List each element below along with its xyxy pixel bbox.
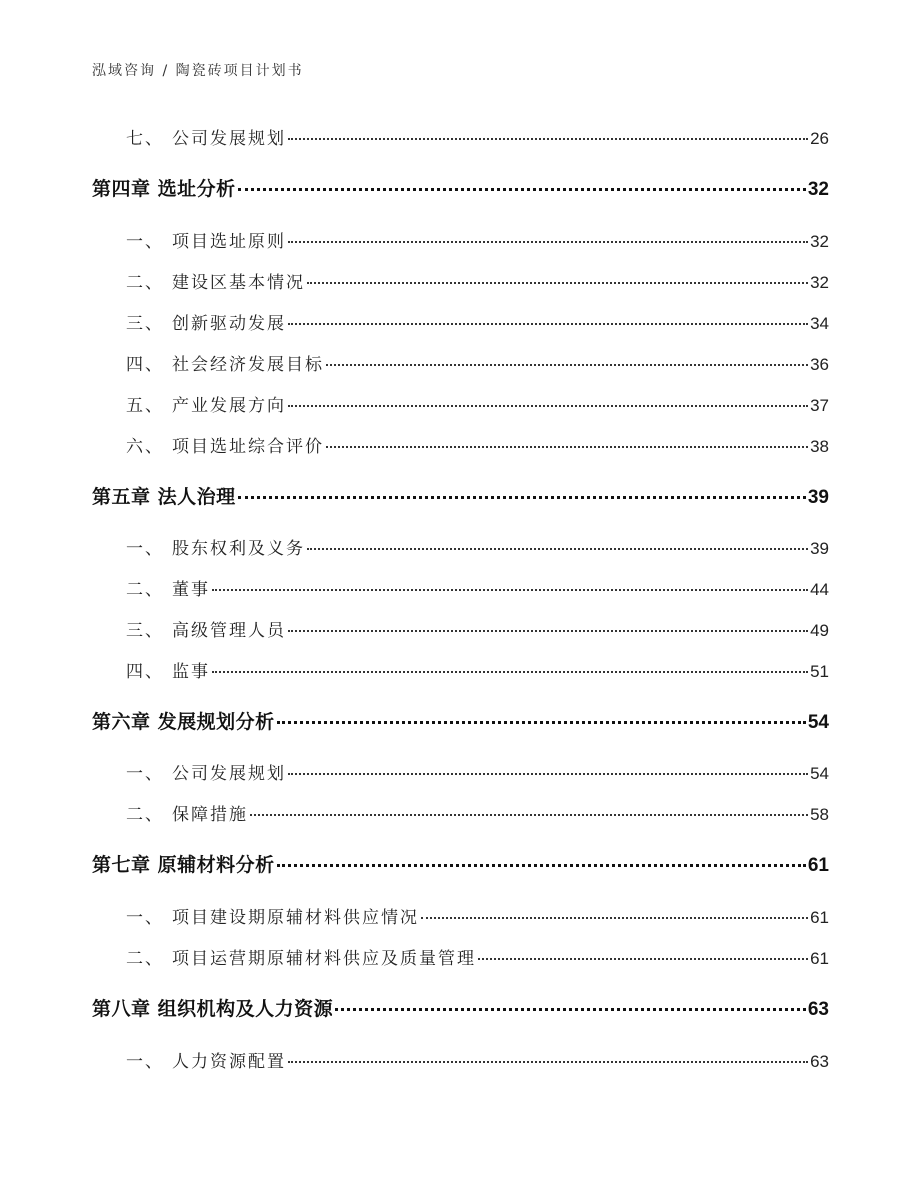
toc-dot-leader <box>277 721 806 724</box>
toc-dot-leader <box>288 630 808 632</box>
toc-dot-leader <box>307 548 808 550</box>
toc-entry-title: 产业发展方向 <box>172 396 286 416</box>
toc-entry-title: 第五章 法人治理 <box>92 486 236 508</box>
toc-dot-leader <box>326 364 808 366</box>
toc-entry-title: 公司发展规划 <box>172 129 286 149</box>
toc-section-number: 二、 <box>126 273 164 293</box>
toc-chapter-entry[interactable] <box>92 174 829 201</box>
toc-entry-title: 股东权利及义务 <box>172 539 305 559</box>
toc-section-number: 三、 <box>126 314 164 334</box>
toc-section-number: 一、 <box>126 539 164 559</box>
toc-dot-leader <box>250 814 808 816</box>
toc-section-entry[interactable] <box>126 350 829 375</box>
toc-entry-title: 监事 <box>172 662 210 682</box>
toc-entry-title: 项目建设期原辅材料供应情况 <box>172 908 419 928</box>
toc-page-number: 58 <box>810 805 829 824</box>
toc-entry-title: 项目运营期原辅材料供应及质量管理 <box>172 949 476 969</box>
toc-page-number: 26 <box>810 129 829 148</box>
toc-page-number: 36 <box>810 355 829 374</box>
toc-entry-title: 人力资源配置 <box>172 1052 286 1072</box>
toc-section-entry[interactable] <box>126 903 829 928</box>
toc-section-entry[interactable] <box>126 432 829 457</box>
running-header: 泓域咨询 / 陶瓷砖项目计划书 <box>92 63 304 79</box>
toc-page-number: 37 <box>810 396 829 415</box>
toc-page-number: 63 <box>807 999 829 1020</box>
toc-section-entry[interactable] <box>126 657 829 682</box>
toc-section-entry[interactable] <box>126 534 829 559</box>
toc-entry-title: 社会经济发展目标 <box>172 355 324 375</box>
toc-chapter-entry[interactable] <box>92 707 829 734</box>
toc-entry-title: 董事 <box>172 580 210 600</box>
toc-chapter-entry[interactable] <box>92 994 829 1021</box>
toc-section-number: 五、 <box>126 396 164 416</box>
toc-section-entry[interactable] <box>126 616 829 641</box>
toc-section-entry[interactable] <box>126 227 829 252</box>
toc-page-number: 54 <box>810 764 829 783</box>
toc-entry-title: 项目选址综合评价 <box>172 437 324 457</box>
toc-section-number: 一、 <box>126 232 164 252</box>
toc-page-number: 32 <box>807 179 829 200</box>
toc-page-number: 61 <box>810 949 829 968</box>
toc-section-number: 二、 <box>126 580 164 600</box>
toc-entry-title: 公司发展规划 <box>172 764 286 784</box>
toc-dot-leader <box>288 405 808 407</box>
toc-section-number: 一、 <box>126 1052 164 1072</box>
toc-page-number: 63 <box>810 1052 829 1071</box>
toc-page-number: 51 <box>810 662 829 681</box>
toc-section-number: 四、 <box>126 662 164 682</box>
toc-page-number: 32 <box>810 232 829 251</box>
toc-dot-leader <box>421 917 808 919</box>
toc-entry-title: 第八章 组织机构及人力资源 <box>92 998 334 1020</box>
toc-dot-leader <box>288 773 808 775</box>
toc-page-number: 39 <box>807 487 829 508</box>
toc-entry-title: 建设区基本情况 <box>172 273 305 293</box>
toc-section-number: 三、 <box>126 621 164 641</box>
toc-page-number: 34 <box>810 314 829 333</box>
toc-page-number: 49 <box>810 621 829 640</box>
toc-page-number: 39 <box>810 539 829 558</box>
toc-section-entry[interactable] <box>126 575 829 600</box>
toc-section-number: 一、 <box>126 908 164 928</box>
toc-dot-leader <box>288 1061 808 1063</box>
toc-entry-title: 项目选址原则 <box>172 232 286 252</box>
toc-section-entry[interactable] <box>126 391 829 416</box>
toc-entry-title: 第六章 发展规划分析 <box>92 711 275 733</box>
toc-section-entry[interactable] <box>126 268 829 293</box>
toc-entry-title: 第四章 选址分析 <box>92 178 236 200</box>
toc-dot-leader <box>238 188 806 191</box>
toc-entry-title: 第七章 原辅材料分析 <box>92 854 275 876</box>
toc-chapter-entry[interactable] <box>92 482 829 509</box>
toc-page-number: 54 <box>807 712 829 733</box>
toc-dot-leader <box>212 589 808 591</box>
toc-dot-leader <box>288 241 808 243</box>
toc-dot-leader <box>238 496 806 499</box>
toc-page-number: 32 <box>810 273 829 292</box>
toc-dot-leader <box>478 958 808 960</box>
toc-page-number: 61 <box>810 908 829 927</box>
toc-page-number: 44 <box>810 580 829 599</box>
toc-dot-leader <box>277 864 806 867</box>
toc-section-entry[interactable] <box>126 309 829 334</box>
toc-section-number: 六、 <box>126 437 164 457</box>
toc-section-number: 二、 <box>126 949 164 969</box>
toc-dot-leader <box>288 138 808 140</box>
toc-entry-title: 高级管理人员 <box>172 621 286 641</box>
toc-section-number: 七、 <box>126 129 164 149</box>
toc-dot-leader <box>335 1008 806 1011</box>
toc-page-number: 38 <box>810 437 829 456</box>
toc-section-entry[interactable] <box>126 124 829 149</box>
toc-section-entry[interactable] <box>126 944 829 969</box>
toc-dot-leader <box>212 671 808 673</box>
toc-section-entry[interactable] <box>126 1047 829 1072</box>
toc-section-number: 二、 <box>126 805 164 825</box>
toc-page-number: 61 <box>807 855 829 876</box>
toc-dot-leader <box>307 282 808 284</box>
toc-section-number: 一、 <box>126 764 164 784</box>
toc-dot-leader <box>288 323 808 325</box>
toc-section-number: 四、 <box>126 355 164 375</box>
toc-dot-leader <box>326 446 808 448</box>
toc-section-entry[interactable] <box>126 759 829 784</box>
toc-entry-title: 保障措施 <box>172 805 248 825</box>
toc-section-entry[interactable] <box>126 800 829 825</box>
toc-entry-title: 创新驱动发展 <box>172 314 286 334</box>
toc-chapter-entry[interactable] <box>92 850 829 877</box>
